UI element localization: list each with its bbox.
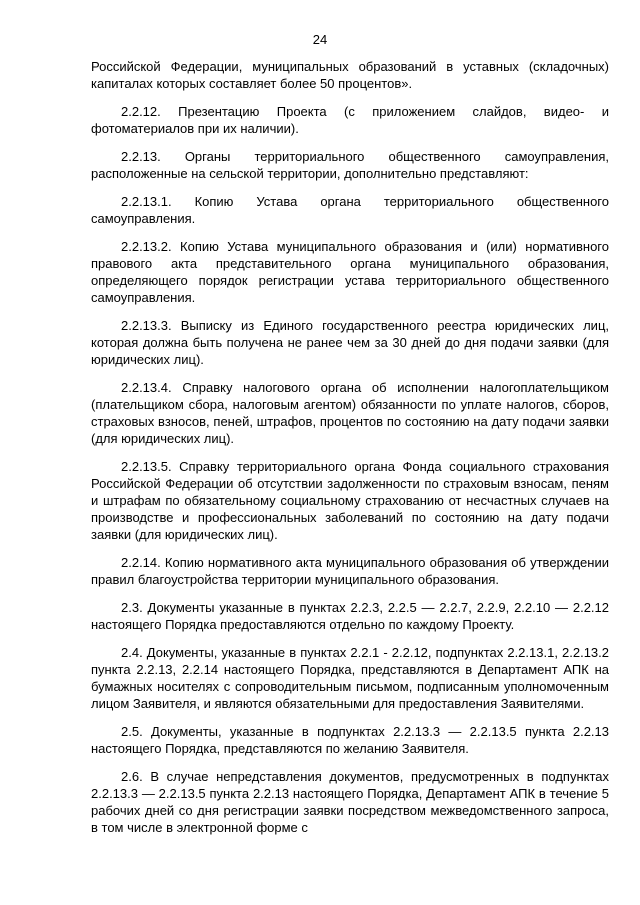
document-body	[91, 58, 609, 836]
page-number: 24	[312, 32, 328, 47]
paragraph-2-2-13-3: 2.2.13.3. Выписку из Единого государственного реестра юридических лиц, которая должна быть получена не ранее чем за 30 дней до дня подачи заявки (для юридических лиц).	[91, 318, 609, 367]
paragraph-2-2-13-5: 2.2.13.5. Справку территориального органа Фонда социального страхования Российской Федерации об отсутствии задолженности по страховым взносам, пеням и штрафам по обязательному социальному страхованию от несчастных случаев на производстве и профессиональных заболеваний по состоянию на дату подачи заявки (для юридических лиц).	[91, 459, 609, 542]
paragraph-2-5: 2.5. Документы, указанные в подпунктах 2.2.13.3 — 2.2.13.5 пункта 2.2.13 настоящего Порядка, представляются по желанию Заявителя.	[91, 724, 609, 756]
paragraph-2-2-14: 2.2.14. Копию нормативного акта муниципального образования об утверждении правил благоустройства территории муниципального образования.	[91, 555, 609, 587]
paragraph-2-2-13-1: 2.2.13.1. Копию Устава органа территориального общественного самоуправления.	[91, 194, 609, 226]
paragraph-2-4: 2.4. Документы, указанные в пунктах 2.2.1 - 2.2.12, подпунктах 2.2.13.1, 2.2.13.2 пункта 2.2.13, 2.2.14 настоящего Порядка, представляются в Департамент АПК на бумажных носителях с сопроводительным письмом, подписанным уполномоченным лицом Заявителя, и являются обязательными для предоставления Заявителями.	[91, 645, 609, 711]
paragraph-2-2-13-4: 2.2.13.4. Справку налогового органа об исполнении налогоплательщиком (плательщиком сбора, налоговым агентом) обязанности по уплате налогов, сборов, страховых взносов, пеней, штрафов, процентов по состоянию на дату подачи заявки (для юридических лиц).	[91, 380, 609, 446]
paragraph-2-2-12: 2.2.12. Презентацию Проекта (с приложением слайдов, видео- и фотоматериалов при их наличии).	[91, 104, 609, 136]
paragraph-2-2-13-2: 2.2.13.2. Копию Устава муниципального образования и (или) нормативного правового акта представительного органа муниципального образования, определяющего порядок регистрации устава территориального общественного самоуправления.	[91, 239, 609, 305]
paragraph-2-2-13: 2.2.13. Органы территориального общественного самоуправления, расположенные на сельской территории, дополнительно представляют:	[91, 149, 609, 181]
paragraph-continuation: Российской Федерации, муниципальных образований в уставных (складочных) капиталах которых составляет более 50 процентов».	[91, 59, 609, 91]
paragraph-2-6: 2.6. В случае непредставления документов, предусмотренных в подпунктах 2.2.13.3 — 2.2.13.5 пункта 2.2.13 настоящего Порядка, Департамент АПК в течение 5 рабочих дней со дня регистрации заявки посредством межведомственного запроса, в том числе в электронной форме с	[91, 769, 609, 835]
paragraph-2-3: 2.3. Документы указанные в пунктах 2.2.3, 2.2.5 — 2.2.7, 2.2.9, 2.2.10 — 2.2.12 настоящего Порядка предоставляются отдельно по каждому Проекту.	[91, 600, 609, 632]
